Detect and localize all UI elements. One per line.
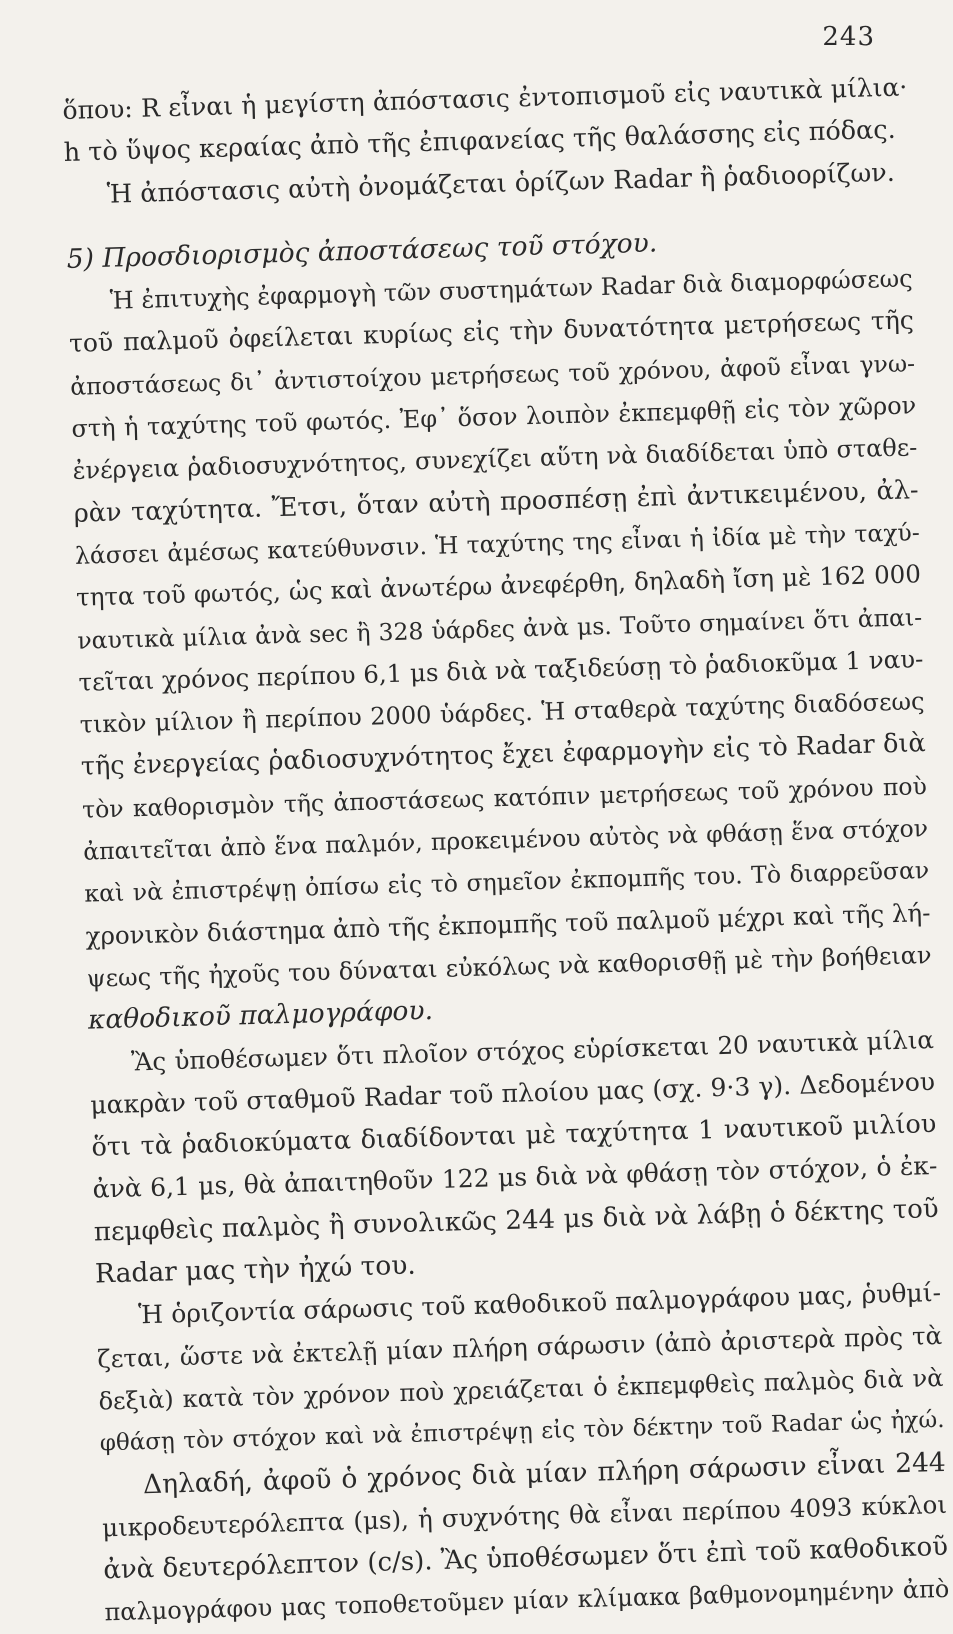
text-line: τητα τοῦ φωτός, ὡς καὶ ἀνωτέρω ἀνεφέρθη, δηλαδὴ ἴση μὲ 162 000 xyxy=(75,559,922,613)
text-line: τὸν καθορισμὸν τῆς ἀποστάσεως κατόπιν μετρήσεως τοῦ χρόνου ποὺ xyxy=(81,771,928,824)
paragraph-2 xyxy=(89,1019,941,1296)
text-line: δεξιὰ) κατὰ τὸν χρόνον ποὺ χρειάζεται ὁ ἐκπεμφθεὶς παλμὸς διὰ νὰ xyxy=(98,1363,944,1416)
text-line: Ἂς ὑποθέσωμεν ὅτι πλοῖον στόχος εὑρίσκεται 20 ναυτικὰ μίλια xyxy=(130,1024,935,1076)
text-line: μακρὰν τοῦ σταθμοῦ Radar τοῦ πλοίου μας (σχ. 9·3 γ). Δεδομένου xyxy=(89,1066,936,1120)
text-line: ὅτι τὰ ῥαδιοκύματα διαδίδονται μὲ ταχύτητα 1 ναυτικοῦ μιλίου xyxy=(91,1109,937,1163)
text-line: ψεως τῆς ἠχοῦς του δύναται εὐκόλως νὰ καθορισθῇ μὲ τὴν βοήθειαν xyxy=(86,941,932,993)
text-line: Ἡ ἐπιτυχὴς ἐφαρμογὴ τῶν συστημάτων Radar διὰ διαμορφώσεως xyxy=(109,264,913,315)
paragraph-3 xyxy=(96,1272,945,1465)
text-line: ἀπαιτεῖται ἀπὸ ἕνα παλμόν, προκειμένου αὐτὸς νὰ φθάσῃ ἕνα στόχον xyxy=(82,814,929,866)
page-number: 243 xyxy=(822,22,875,52)
text-line: Radar μας τὴν ἠχώ του. xyxy=(94,1249,417,1290)
text-line: Δηλαδή, ἀφοῦ ὁ χρόνος διὰ μίαν πλήρη σάρωσιν εἶναι 244 xyxy=(142,1446,947,1500)
text-line: τικὸν μίλιον ἢ περίπου 2000 ὑάρδες. Ἡ σταθερὰ ταχύτης διαδόσεως xyxy=(79,687,925,739)
text-line: ἀνὰ δευτερόλεπτον (c/s). Ἂς ὑποθέσωμεν ὅτι ἐπὶ τοῦ καθοδικοῦ xyxy=(102,1531,949,1586)
page-text xyxy=(62,66,950,1634)
definition-line: Ἡ ἀπόστασις αὐτὴ ὀνομάζεται ὁρίζων Radar ἢ ῥαδιοορίζων. xyxy=(106,157,896,210)
text-line: ρὰν ταχύτητα. Ἔτσι, ὅταν αὐτὴ προσπέσῃ ἐπὶ ἀντικειμένου, ἀλ- xyxy=(73,474,919,529)
definition-line: h τὸ ὕψος κεραίας ἀπὸ τῆς ἐπιφανείας τῆς θαλάσσης εἰς πόδας. xyxy=(63,115,897,169)
text-line: καθοδικοῦ παλμογράφου. xyxy=(87,995,434,1036)
text-line: τοῦ παλμοῦ ὀφείλεται κυρίως εἰς τὴν δυνατότητα μετρήσεως τῆς xyxy=(68,305,915,359)
text-line: χρονικὸν διάστημα ἀπὸ τῆς ἐκπομπῆς τοῦ παλμοῦ μέχρι καὶ τῆς λή- xyxy=(85,897,931,951)
text-line: ναυτικὰ μίλια ἀνὰ sec ἢ 328 ὑάρδες ἀνὰ μs. Τοῦτο σημαίνει ὅτι ἀπαι- xyxy=(76,602,923,655)
text-line: ἀποστάσεως δι᾽ ἀντιστοίχου μετρήσεως τοῦ χρόνου, ἀφοῦ εἶναι γνω- xyxy=(69,349,916,401)
text-line: πεμφθεὶς παλμὸς ἢ συνολικῶς 244 μs διὰ νὰ λάβῃ ὁ δέκτης τοῦ xyxy=(93,1193,939,1248)
text-line: μικροδευτερόλεπτα (μs), ἡ συχνότης θὰ εἶναι περίπου 4093 κύκλοι xyxy=(101,1489,948,1543)
paragraph-1 xyxy=(67,258,933,1043)
paragraph-4 xyxy=(100,1441,949,1634)
text-line: τῆς ἐνεργείας ῥαδιοσυχνότητος ἔχει ἐφαρμογὴν εἰς τὸ Radar διὰ xyxy=(80,728,927,783)
text-line: ζεται, ὥστε νὰ ἐκτελῇ μίαν πλήρη σάρωσιν (ἀπὸ ἀριστερὰ πρὸς τὰ xyxy=(97,1320,943,1374)
definition-line: ὅπου: R εἶναι ἡ μεγίστη ἀπόστασις ἐντοπισμοῦ εἰς ναυτικὰ μίλια· xyxy=(62,72,908,125)
text-line: στὴ ἡ ταχύτης τοῦ φωτός. Ἐφ᾽ ὅσον λοιπὸν ἐκπεμφθῇ εἰς τὸν χῶρον xyxy=(71,391,917,443)
text-line: παλμογράφου μας τοποθετοῦμεν μίαν κλίμακα βαθμονομημένην ἀπὸ xyxy=(104,1575,950,1627)
text-line: φθάσῃ τὸν στόχον καὶ νὰ ἐπιστρέψῃ εἰς τὸν δέκτην τοῦ Radar ὡς ἠχώ. xyxy=(99,1407,945,1457)
section-heading: 5) Προσδιορισμὸς ἀποστάσεως τοῦ στόχου. xyxy=(66,227,658,275)
text-line: λάσσει ἀμέσως κατεύθυνσιν. Ἡ ταχύτης της εἶναι ἡ ἰδία μὲ τὴν ταχύ- xyxy=(74,518,921,570)
text-line: τεῖται χρόνος περίπου 6,1 μs διὰ νὰ ταξιδεύσῃ τὸ ῥαδιοκῦμα 1 ναυ- xyxy=(78,644,924,697)
text-line: ἐνέργεια ῥαδιοσυχνότητος, συνεχίζει αὕτη νὰ διαδίδεται ὑπὸ σταθε- xyxy=(72,433,918,486)
text-line: Ἡ ὁριζοντία σάρωσις τοῦ καθοδικοῦ παλμογράφου μας, ῥυθμί- xyxy=(137,1278,942,1330)
text-line: καὶ νὰ ἐπιστρέψῃ ὀπίσω εἰς τὸ σημεῖον ἐκπομπῆς του. Τὸ διαρρεῦσαν xyxy=(84,856,930,909)
text-line: ἀνὰ 6,1 μs, θὰ ἀπαιτηθοῦν 122 μs διὰ νὰ φθάσῃ τὸν στόχον, ὁ ἐκ- xyxy=(92,1151,938,1204)
